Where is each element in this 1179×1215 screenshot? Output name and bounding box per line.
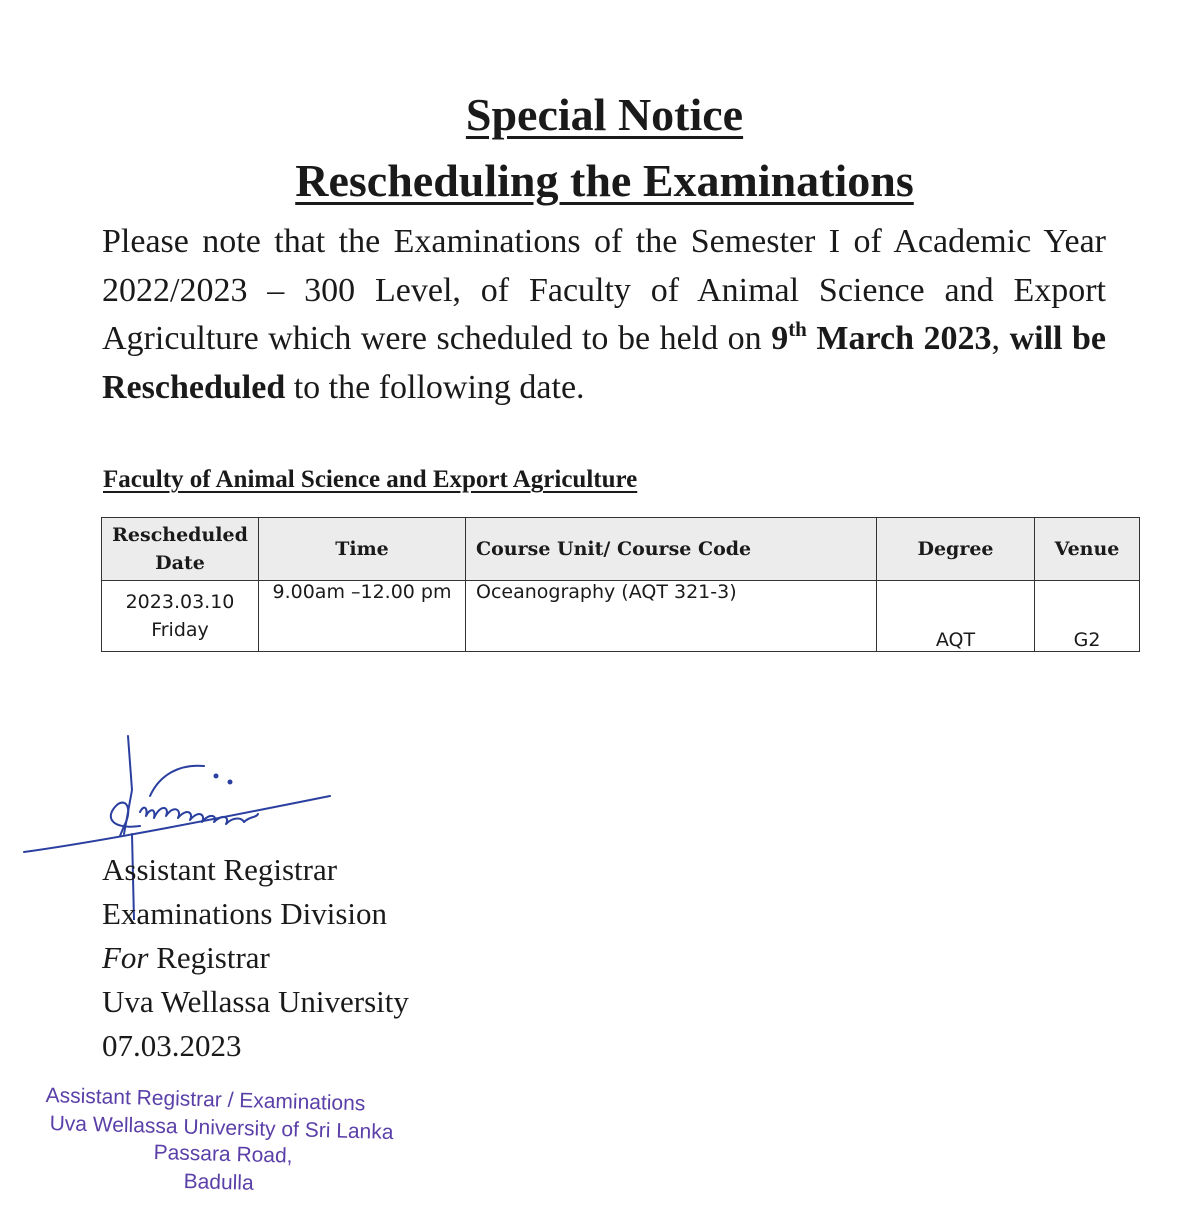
table-row: [102, 581, 1140, 652]
notice-title: Special Notice: [465, 89, 744, 140]
signature-block: [102, 848, 409, 1068]
cell-venue: G2: [1035, 581, 1140, 652]
header-date-line2: Date: [155, 552, 205, 574]
signatory-university: Uva Wellassa University: [102, 984, 409, 1019]
intro-day-number: 9: [771, 320, 789, 357]
signature-date: 07.03.2023: [102, 1028, 242, 1063]
cell-degree: AQT: [877, 581, 1035, 652]
cell-time: 9.00am –12.00 pm: [259, 581, 466, 652]
intro-bold-date: March 2023: [806, 320, 992, 357]
stamp-line-4: Badulla: [183, 1169, 254, 1195]
intro-text-2: ,: [991, 320, 1010, 357]
signatory-for: For: [102, 940, 149, 975]
signature-dot-2: [229, 781, 232, 784]
header-course: Course Unit/ Course Code: [466, 518, 877, 581]
signatory-registrar: Registrar: [148, 940, 270, 975]
intro-date: [771, 317, 992, 357]
intro-paragraph: [102, 218, 1106, 412]
signatory-for-line: [102, 936, 409, 980]
signature-cap: [150, 766, 204, 796]
header-time: Time: [259, 518, 466, 581]
header-degree: Degree: [877, 518, 1035, 581]
signatory-title: Assistant Registrar: [102, 852, 338, 887]
stamp-line-3: Passara Road,: [153, 1140, 293, 1168]
intro-bold-action: will be Rescheduled: [102, 320, 1106, 406]
exam-schedule-table: [101, 517, 1140, 652]
signatory-division: Examinations Division: [102, 896, 388, 931]
stamp-line-1: Assistant Registrar / Examinations: [45, 1083, 366, 1116]
table-header-row: [102, 518, 1140, 581]
cell-day-value: Friday: [151, 619, 209, 641]
header-rescheduled-date: [102, 518, 259, 581]
faculty-heading: Faculty of Animal Science and Export Agriculture: [103, 466, 638, 493]
cell-course: Oceanography (AQT 321-3): [466, 581, 877, 652]
notice-subtitle: Rescheduling the Examinations: [295, 155, 914, 206]
intro-text-3: to the following date.: [285, 368, 585, 406]
cell-date-value: 2023.03.10: [125, 591, 235, 613]
signature-dot-1: [215, 775, 218, 778]
header-venue: Venue: [1035, 518, 1140, 581]
cell-date: [102, 581, 259, 652]
stamp-line-2: Uva Wellassa University of Sri Lanka: [49, 1111, 394, 1144]
header-date-line1: Rescheduled: [112, 524, 248, 546]
signature-underline: [24, 796, 330, 852]
intro-day-suffix: th: [788, 317, 807, 341]
intro-text-1: Please note that the Examinations of the Semester I of Academic Year 2022/2023 – 300 Level, of Faculty of Animal Science and Export Agriculture which were scheduled to be held on: [102, 223, 1106, 357]
